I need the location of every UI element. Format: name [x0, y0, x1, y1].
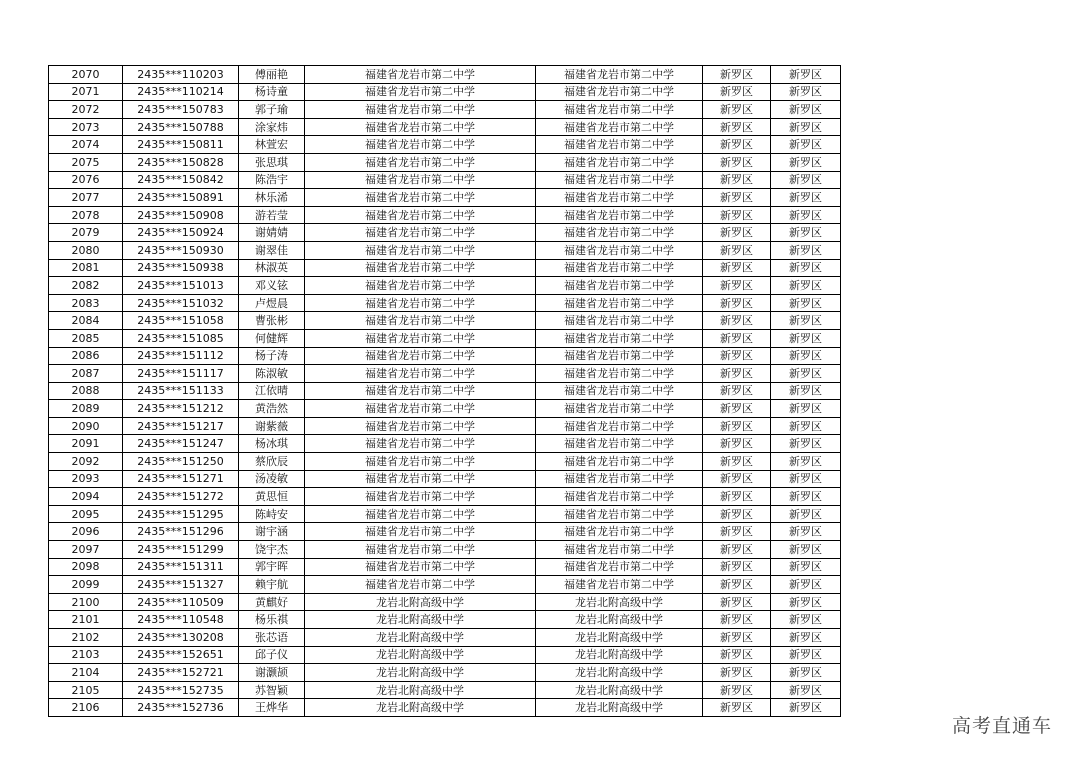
- student-name-cell: 王烨华: [239, 699, 305, 717]
- school-cell: 福建省龙岩市第二中学: [305, 558, 536, 576]
- district-cell: 新罗区: [703, 488, 771, 506]
- admission-district-cell: 新罗区: [771, 224, 841, 242]
- table-row: [49, 347, 841, 365]
- row-number-cell: 2102: [49, 629, 123, 647]
- school-cell: 福建省龙岩市第二中学: [305, 101, 536, 119]
- district-cell: 新罗区: [703, 136, 771, 154]
- row-number-cell: 2072: [49, 101, 123, 119]
- district-cell: 新罗区: [703, 365, 771, 383]
- student-name-cell: 谢宇涵: [239, 523, 305, 541]
- admission-district-cell: 新罗区: [771, 329, 841, 347]
- district-cell: 新罗区: [703, 189, 771, 207]
- admission-district-cell: 新罗区: [771, 400, 841, 418]
- student-name-cell: 杨诗童: [239, 83, 305, 101]
- student-name-cell: 卢煜晨: [239, 294, 305, 312]
- watermark-text: 高考直通车: [951, 715, 1052, 737]
- candidate-id-cell: 2435***150811: [123, 136, 239, 154]
- candidate-id-cell: 2435***110203: [123, 66, 239, 84]
- school-cell: 福建省龙岩市第二中学: [305, 382, 536, 400]
- admission-district-cell: 新罗区: [771, 277, 841, 295]
- candidate-id-cell: 2435***151058: [123, 312, 239, 330]
- district-cell: 新罗区: [703, 241, 771, 259]
- candidate-id-cell: 2435***110214: [123, 83, 239, 101]
- school-cell: 福建省龙岩市第二中学: [305, 277, 536, 295]
- district-cell: 新罗区: [703, 294, 771, 312]
- district-cell: 新罗区: [703, 206, 771, 224]
- school-cell: 福建省龙岩市第二中学: [305, 453, 536, 471]
- row-number-cell: 2094: [49, 488, 123, 506]
- roster-table-body: [49, 66, 841, 717]
- candidate-id-cell: 2435***150783: [123, 101, 239, 119]
- student-name-cell: 涂家炜: [239, 118, 305, 136]
- admission-district-cell: 新罗区: [771, 611, 841, 629]
- district-cell: 新罗区: [703, 541, 771, 559]
- candidate-id-cell: 2435***151217: [123, 417, 239, 435]
- student-name-cell: 杨子涛: [239, 347, 305, 365]
- district-cell: 新罗区: [703, 153, 771, 171]
- candidate-id-cell: 2435***150908: [123, 206, 239, 224]
- district-cell: 新罗区: [703, 400, 771, 418]
- table-row: [49, 453, 841, 471]
- table-row: [49, 153, 841, 171]
- table-row: [49, 101, 841, 119]
- table-row: [49, 611, 841, 629]
- student-name-cell: 杨冰琪: [239, 435, 305, 453]
- admission-school-cell: 福建省龙岩市第二中学: [536, 417, 703, 435]
- candidate-id-cell: 2435***150842: [123, 171, 239, 189]
- admission-district-cell: 新罗区: [771, 171, 841, 189]
- admission-school-cell: 龙岩北附高级中学: [536, 681, 703, 699]
- table-row: [49, 681, 841, 699]
- row-number-cell: 2100: [49, 593, 123, 611]
- district-cell: 新罗区: [703, 664, 771, 682]
- candidate-id-cell: 2435***151295: [123, 505, 239, 523]
- admission-school-cell: 福建省龙岩市第二中学: [536, 153, 703, 171]
- district-cell: 新罗区: [703, 417, 771, 435]
- admission-school-cell: 福建省龙岩市第二中学: [536, 505, 703, 523]
- row-number-cell: 2086: [49, 347, 123, 365]
- roster-table: [48, 65, 841, 717]
- admission-district-cell: 新罗区: [771, 66, 841, 84]
- row-number-cell: 2091: [49, 435, 123, 453]
- student-name-cell: 黄思恒: [239, 488, 305, 506]
- admission-school-cell: 福建省龙岩市第二中学: [536, 277, 703, 295]
- row-number-cell: 2098: [49, 558, 123, 576]
- admission-school-cell: 龙岩北附高级中学: [536, 664, 703, 682]
- student-name-cell: 黄麒好: [239, 593, 305, 611]
- admission-district-cell: 新罗区: [771, 629, 841, 647]
- student-name-cell: 邓义铉: [239, 277, 305, 295]
- row-number-cell: 2074: [49, 136, 123, 154]
- table-row: [49, 382, 841, 400]
- admission-school-cell: 福建省龙岩市第二中学: [536, 541, 703, 559]
- admission-school-cell: 福建省龙岩市第二中学: [536, 189, 703, 207]
- district-cell: 新罗区: [703, 382, 771, 400]
- row-number-cell: 2099: [49, 576, 123, 594]
- school-cell: 福建省龙岩市第二中学: [305, 66, 536, 84]
- row-number-cell: 2101: [49, 611, 123, 629]
- admission-district-cell: 新罗区: [771, 453, 841, 471]
- admission-school-cell: 福建省龙岩市第二中学: [536, 347, 703, 365]
- school-cell: 福建省龙岩市第二中学: [305, 470, 536, 488]
- admission-district-cell: 新罗区: [771, 153, 841, 171]
- district-cell: 新罗区: [703, 83, 771, 101]
- district-cell: 新罗区: [703, 699, 771, 717]
- table-row: [49, 83, 841, 101]
- candidate-id-cell: 2435***110548: [123, 611, 239, 629]
- school-cell: 龙岩北附高级中学: [305, 646, 536, 664]
- admission-school-cell: 福建省龙岩市第二中学: [536, 66, 703, 84]
- school-cell: 福建省龙岩市第二中学: [305, 206, 536, 224]
- admission-district-cell: 新罗区: [771, 470, 841, 488]
- admission-district-cell: 新罗区: [771, 382, 841, 400]
- student-name-cell: 何健辉: [239, 329, 305, 347]
- admission-school-cell: 福建省龙岩市第二中学: [536, 294, 703, 312]
- admission-district-cell: 新罗区: [771, 118, 841, 136]
- district-cell: 新罗区: [703, 453, 771, 471]
- table-row: [49, 206, 841, 224]
- admission-school-cell: 福建省龙岩市第二中学: [536, 365, 703, 383]
- school-cell: 福建省龙岩市第二中学: [305, 118, 536, 136]
- row-number-cell: 2088: [49, 382, 123, 400]
- table-row: [49, 277, 841, 295]
- district-cell: 新罗区: [703, 681, 771, 699]
- row-number-cell: 2078: [49, 206, 123, 224]
- school-cell: 福建省龙岩市第二中学: [305, 136, 536, 154]
- student-name-cell: 汤凌敏: [239, 470, 305, 488]
- row-number-cell: 2097: [49, 541, 123, 559]
- admission-district-cell: 新罗区: [771, 347, 841, 365]
- candidate-id-cell: 2435***151133: [123, 382, 239, 400]
- admission-district-cell: 新罗区: [771, 83, 841, 101]
- district-cell: 新罗区: [703, 259, 771, 277]
- district-cell: 新罗区: [703, 224, 771, 242]
- row-number-cell: 2082: [49, 277, 123, 295]
- table-row: [49, 294, 841, 312]
- student-name-cell: 黄浩然: [239, 400, 305, 418]
- admission-school-cell: 福建省龙岩市第二中学: [536, 329, 703, 347]
- student-name-cell: 谢灏颉: [239, 664, 305, 682]
- row-number-cell: 2081: [49, 259, 123, 277]
- row-number-cell: 2092: [49, 453, 123, 471]
- candidate-id-cell: 2435***151247: [123, 435, 239, 453]
- table-row: [49, 259, 841, 277]
- admission-district-cell: 新罗区: [771, 646, 841, 664]
- school-cell: 福建省龙岩市第二中学: [305, 400, 536, 418]
- district-cell: 新罗区: [703, 523, 771, 541]
- admission-school-cell: 福建省龙岩市第二中学: [536, 400, 703, 418]
- row-number-cell: 2076: [49, 171, 123, 189]
- row-number-cell: 2075: [49, 153, 123, 171]
- student-name-cell: 赖宇航: [239, 576, 305, 594]
- candidate-id-cell: 2435***151117: [123, 365, 239, 383]
- district-cell: 新罗区: [703, 118, 771, 136]
- table-row: [49, 470, 841, 488]
- student-name-cell: 张思琪: [239, 153, 305, 171]
- student-name-cell: 林萱宏: [239, 136, 305, 154]
- admission-school-cell: 龙岩北附高级中学: [536, 699, 703, 717]
- admission-district-cell: 新罗区: [771, 523, 841, 541]
- admission-school-cell: 龙岩北附高级中学: [536, 611, 703, 629]
- row-number-cell: 2079: [49, 224, 123, 242]
- school-cell: 福建省龙岩市第二中学: [305, 523, 536, 541]
- school-cell: 福建省龙岩市第二中学: [305, 312, 536, 330]
- candidate-id-cell: 2435***150828: [123, 153, 239, 171]
- admission-district-cell: 新罗区: [771, 417, 841, 435]
- candidate-id-cell: 2435***151013: [123, 277, 239, 295]
- student-name-cell: 张芯语: [239, 629, 305, 647]
- admission-district-cell: 新罗区: [771, 699, 841, 717]
- admission-school-cell: 龙岩北附高级中学: [536, 646, 703, 664]
- student-name-cell: 曹张彬: [239, 312, 305, 330]
- row-number-cell: 2105: [49, 681, 123, 699]
- candidate-id-cell: 2435***110509: [123, 593, 239, 611]
- admission-school-cell: 福建省龙岩市第二中学: [536, 576, 703, 594]
- student-name-cell: 邱子仪: [239, 646, 305, 664]
- school-cell: 福建省龙岩市第二中学: [305, 488, 536, 506]
- table-row: [49, 541, 841, 559]
- district-cell: 新罗区: [703, 470, 771, 488]
- row-number-cell: 2071: [49, 83, 123, 101]
- admission-school-cell: 福建省龙岩市第二中学: [536, 118, 703, 136]
- admission-district-cell: 新罗区: [771, 576, 841, 594]
- candidate-id-cell: 2435***151271: [123, 470, 239, 488]
- district-cell: 新罗区: [703, 101, 771, 119]
- admission-district-cell: 新罗区: [771, 312, 841, 330]
- student-name-cell: 江依晴: [239, 382, 305, 400]
- admission-school-cell: 福建省龙岩市第二中学: [536, 470, 703, 488]
- school-cell: 福建省龙岩市第二中学: [305, 171, 536, 189]
- candidate-id-cell: 2435***152736: [123, 699, 239, 717]
- admission-district-cell: 新罗区: [771, 365, 841, 383]
- table-row: [49, 417, 841, 435]
- row-number-cell: 2077: [49, 189, 123, 207]
- school-cell: 福建省龙岩市第二中学: [305, 576, 536, 594]
- admission-district-cell: 新罗区: [771, 259, 841, 277]
- admission-school-cell: 福建省龙岩市第二中学: [536, 224, 703, 242]
- admission-school-cell: 福建省龙岩市第二中学: [536, 382, 703, 400]
- admission-district-cell: 新罗区: [771, 488, 841, 506]
- candidate-id-cell: 2435***151272: [123, 488, 239, 506]
- admission-school-cell: 福建省龙岩市第二中学: [536, 523, 703, 541]
- candidate-id-cell: 2435***151296: [123, 523, 239, 541]
- table-row: [49, 488, 841, 506]
- row-number-cell: 2083: [49, 294, 123, 312]
- school-cell: 福建省龙岩市第二中学: [305, 435, 536, 453]
- table-row: [49, 558, 841, 576]
- table-row: [49, 699, 841, 717]
- admission-school-cell: 福建省龙岩市第二中学: [536, 488, 703, 506]
- admission-school-cell: 福建省龙岩市第二中学: [536, 206, 703, 224]
- admission-district-cell: 新罗区: [771, 136, 841, 154]
- candidate-id-cell: 2435***151112: [123, 347, 239, 365]
- candidate-id-cell: 2435***150938: [123, 259, 239, 277]
- student-name-cell: 林乐浠: [239, 189, 305, 207]
- district-cell: 新罗区: [703, 576, 771, 594]
- school-cell: 福建省龙岩市第二中学: [305, 329, 536, 347]
- candidate-id-cell: 2435***130208: [123, 629, 239, 647]
- admission-district-cell: 新罗区: [771, 681, 841, 699]
- candidate-id-cell: 2435***152721: [123, 664, 239, 682]
- student-name-cell: 谢翠佳: [239, 241, 305, 259]
- school-cell: 福建省龙岩市第二中学: [305, 365, 536, 383]
- candidate-id-cell: 2435***151299: [123, 541, 239, 559]
- candidate-id-cell: 2435***152651: [123, 646, 239, 664]
- admission-district-cell: 新罗区: [771, 541, 841, 559]
- student-name-cell: 谢婧婧: [239, 224, 305, 242]
- admission-school-cell: 龙岩北附高级中学: [536, 593, 703, 611]
- table-row: [49, 241, 841, 259]
- student-name-cell: 杨乐祺: [239, 611, 305, 629]
- admission-district-cell: 新罗区: [771, 206, 841, 224]
- district-cell: 新罗区: [703, 611, 771, 629]
- admission-district-cell: 新罗区: [771, 241, 841, 259]
- admission-school-cell: 福建省龙岩市第二中学: [536, 171, 703, 189]
- admission-district-cell: 新罗区: [771, 189, 841, 207]
- district-cell: 新罗区: [703, 347, 771, 365]
- row-number-cell: 2104: [49, 664, 123, 682]
- student-name-cell: 郭宇晖: [239, 558, 305, 576]
- candidate-id-cell: 2435***150930: [123, 241, 239, 259]
- table-row: [49, 505, 841, 523]
- admission-district-cell: 新罗区: [771, 593, 841, 611]
- row-number-cell: 2085: [49, 329, 123, 347]
- school-cell: 福建省龙岩市第二中学: [305, 417, 536, 435]
- school-cell: 福建省龙岩市第二中学: [305, 189, 536, 207]
- school-cell: 龙岩北附高级中学: [305, 664, 536, 682]
- table-row: [49, 189, 841, 207]
- school-cell: 福建省龙岩市第二中学: [305, 153, 536, 171]
- district-cell: 新罗区: [703, 329, 771, 347]
- school-cell: 龙岩北附高级中学: [305, 629, 536, 647]
- row-number-cell: 2084: [49, 312, 123, 330]
- table-row: [49, 365, 841, 383]
- school-cell: 龙岩北附高级中学: [305, 681, 536, 699]
- student-name-cell: 林淑英: [239, 259, 305, 277]
- candidate-id-cell: 2435***151327: [123, 576, 239, 594]
- student-name-cell: 郭子瑜: [239, 101, 305, 119]
- school-cell: 龙岩北附高级中学: [305, 699, 536, 717]
- school-cell: 龙岩北附高级中学: [305, 611, 536, 629]
- candidate-id-cell: 2435***151212: [123, 400, 239, 418]
- row-number-cell: 2106: [49, 699, 123, 717]
- row-number-cell: 2073: [49, 118, 123, 136]
- table-row: [49, 400, 841, 418]
- district-cell: 新罗区: [703, 593, 771, 611]
- candidate-id-cell: 2435***150788: [123, 118, 239, 136]
- student-name-cell: 陈淑敏: [239, 365, 305, 383]
- row-number-cell: 2103: [49, 646, 123, 664]
- district-cell: 新罗区: [703, 435, 771, 453]
- candidate-id-cell: 2435***152735: [123, 681, 239, 699]
- candidate-id-cell: 2435***150891: [123, 189, 239, 207]
- admission-school-cell: 福建省龙岩市第二中学: [536, 101, 703, 119]
- table-row: [49, 171, 841, 189]
- admission-district-cell: 新罗区: [771, 294, 841, 312]
- student-name-cell: 傅丽艳: [239, 66, 305, 84]
- candidate-id-cell: 2435***151085: [123, 329, 239, 347]
- table-row: [49, 664, 841, 682]
- district-cell: 新罗区: [703, 629, 771, 647]
- student-name-cell: 苏智颖: [239, 681, 305, 699]
- student-name-cell: 陈峙安: [239, 505, 305, 523]
- district-cell: 新罗区: [703, 646, 771, 664]
- admission-school-cell: 福建省龙岩市第二中学: [536, 83, 703, 101]
- admission-school-cell: 福建省龙岩市第二中学: [536, 241, 703, 259]
- candidate-id-cell: 2435***151032: [123, 294, 239, 312]
- candidate-id-cell: 2435***151250: [123, 453, 239, 471]
- admission-school-cell: 福建省龙岩市第二中学: [536, 453, 703, 471]
- table-row: [49, 593, 841, 611]
- admission-district-cell: 新罗区: [771, 664, 841, 682]
- district-cell: 新罗区: [703, 66, 771, 84]
- admission-school-cell: 福建省龙岩市第二中学: [536, 435, 703, 453]
- admission-district-cell: 新罗区: [771, 505, 841, 523]
- table-row: [49, 224, 841, 242]
- admission-district-cell: 新罗区: [771, 101, 841, 119]
- row-number-cell: 2096: [49, 523, 123, 541]
- admission-district-cell: 新罗区: [771, 558, 841, 576]
- admission-school-cell: 福建省龙岩市第二中学: [536, 312, 703, 330]
- admission-school-cell: 福建省龙岩市第二中学: [536, 259, 703, 277]
- candidate-id-cell: 2435***151311: [123, 558, 239, 576]
- candidate-id-cell: 2435***150924: [123, 224, 239, 242]
- row-number-cell: 2090: [49, 417, 123, 435]
- admission-school-cell: 福建省龙岩市第二中学: [536, 136, 703, 154]
- row-number-cell: 2087: [49, 365, 123, 383]
- student-name-cell: 蔡欣辰: [239, 453, 305, 471]
- table-row: [49, 435, 841, 453]
- table-row: [49, 523, 841, 541]
- row-number-cell: 2089: [49, 400, 123, 418]
- admission-school-cell: 福建省龙岩市第二中学: [536, 558, 703, 576]
- admission-district-cell: 新罗区: [771, 435, 841, 453]
- table-row: [49, 629, 841, 647]
- table-row: [49, 646, 841, 664]
- row-number-cell: 2093: [49, 470, 123, 488]
- school-cell: 福建省龙岩市第二中学: [305, 259, 536, 277]
- row-number-cell: 2080: [49, 241, 123, 259]
- school-cell: 福建省龙岩市第二中学: [305, 294, 536, 312]
- table-row: [49, 66, 841, 84]
- school-cell: 福建省龙岩市第二中学: [305, 505, 536, 523]
- school-cell: 福建省龙岩市第二中学: [305, 347, 536, 365]
- school-cell: 龙岩北附高级中学: [305, 593, 536, 611]
- district-cell: 新罗区: [703, 277, 771, 295]
- student-name-cell: 游若莹: [239, 206, 305, 224]
- table-row: [49, 576, 841, 594]
- table-row: [49, 329, 841, 347]
- school-cell: 福建省龙岩市第二中学: [305, 541, 536, 559]
- district-cell: 新罗区: [703, 505, 771, 523]
- row-number-cell: 2095: [49, 505, 123, 523]
- row-number-cell: 2070: [49, 66, 123, 84]
- school-cell: 福建省龙岩市第二中学: [305, 241, 536, 259]
- table-row: [49, 118, 841, 136]
- school-cell: 福建省龙岩市第二中学: [305, 83, 536, 101]
- district-cell: 新罗区: [703, 171, 771, 189]
- student-name-cell: 谢紫薇: [239, 417, 305, 435]
- district-cell: 新罗区: [703, 558, 771, 576]
- school-cell: 福建省龙岩市第二中学: [305, 224, 536, 242]
- table-row: [49, 136, 841, 154]
- admission-school-cell: 龙岩北附高级中学: [536, 629, 703, 647]
- student-name-cell: 陈浩宇: [239, 171, 305, 189]
- student-name-cell: 饶宇杰: [239, 541, 305, 559]
- district-cell: 新罗区: [703, 312, 771, 330]
- table-row: [49, 312, 841, 330]
